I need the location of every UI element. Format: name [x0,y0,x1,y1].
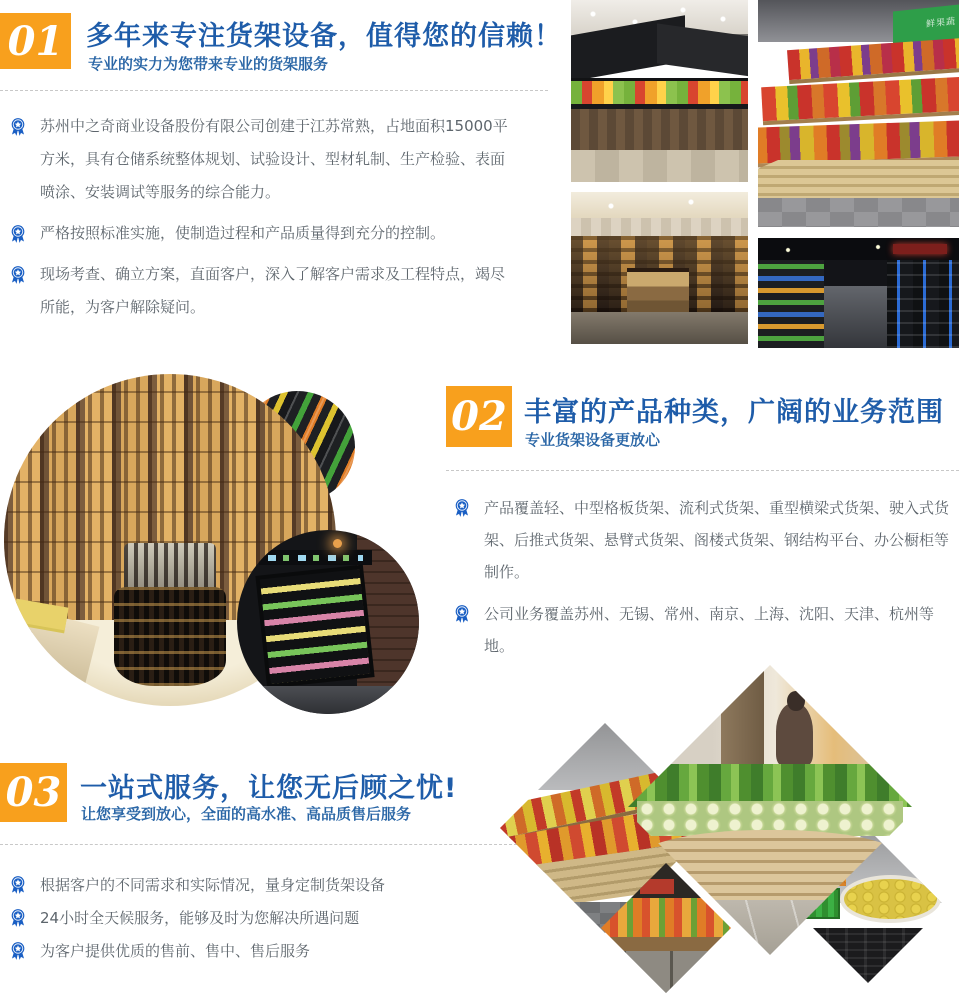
bullet-text: 产品覆盖轻、中型格板货架、流利式货架、重型横梁式货架、驶入式货架、后推式货架、悬臂式货架、阁楼式货架、钢结构平台、办公橱柜等制作。 [484,499,950,581]
wine-island-barrel [114,587,227,687]
photo-beverage-aisle [758,238,959,348]
bullet-text: 公司业务覆盖苏州、无锡、常州、南京、上海、沈阳、天津、杭州等地。 [484,605,935,655]
list-item [8,874,478,896]
list-item [8,907,478,929]
divider-01 [0,90,548,91]
award-badge-icon [8,223,28,245]
shopper-head [787,691,804,711]
section-01-number-box [0,13,71,69]
floor [571,150,748,182]
section-03-number-box [0,763,67,822]
award-badge-icon [8,940,28,962]
wine-dispenser [124,543,217,593]
divider-03 [0,844,517,845]
photo-fruit-island-display [571,0,748,182]
list-item [8,940,478,962]
section-03-subtitle: 让您享受到放心，全面的高水准、高品质售后服务 [81,805,412,823]
bullet-text: 24小时全天候服务，能够及时为您解决所遇问题 [40,909,360,927]
section-02-number-box [446,386,512,447]
bullet-text: 现场考查、确立方案，直面客户，深入了解客户需求及工程特点，竭尽所能，为客户解除疑问。 [40,265,506,316]
wood-base [758,160,959,200]
woven-baskets [791,928,945,983]
section-02-number: 02 [451,393,507,440]
award-badge-icon [8,907,28,929]
fruit-row [571,78,748,107]
award-badge-icon [8,116,28,138]
photo-produce-wall-display [758,0,959,227]
wood-counter [571,104,748,155]
floor [237,686,419,714]
award-badge-icon [452,497,472,519]
steel-shelf-unit [255,565,374,689]
wood-edge [601,937,731,951]
bullet-text: 根据客户的不同需求和实际情况，量身定制货架设备 [40,876,386,894]
list-item [8,258,513,324]
section-01-number: 01 [7,17,64,65]
section-01-title: 多年来专注货架设备，值得您的信赖！ [86,21,562,52]
floor [571,312,748,344]
neon-sign [893,244,947,254]
shopper [776,703,814,767]
section-03-number: 03 [5,769,62,816]
award-badge-icon [8,264,28,286]
produce-tier [787,38,959,84]
photo-circle-snack-shelves [237,530,419,714]
ceiling [571,192,748,220]
section-02-subtitle: 专业货架设备更放心 [525,431,661,449]
stone-wall [571,218,748,238]
section-02-bullets [452,492,959,672]
green-sign-text: 鲜果蔬 [926,16,957,30]
wood-pillar [721,665,765,772]
award-badge-icon [452,603,472,625]
checkered-floor [758,198,959,227]
bullet-text: 为客户提供优质的售前、售中、售后服务 [40,942,311,960]
list-item [452,598,959,662]
list-item [8,110,513,209]
section-03-title: 一站式服务，让您无后顾之忧! [80,773,458,804]
section-01-bullets [8,110,513,332]
shelf-column [758,260,824,348]
section-03-bullets [8,874,478,973]
section-02-title: 丰富的产品种类，广阔的业务范围 [524,397,944,428]
aisle-floor [824,286,887,348]
bullet-text: 严格按照标准实施，使制造过程和产品质量得到充分的控制。 [40,224,446,242]
table-legs-floor [601,951,731,993]
divider-02 [446,470,959,471]
list-item [8,217,513,250]
round-apple-table [840,875,940,923]
cooler-row [887,260,959,348]
lit-header-sign [259,550,372,565]
list-item [452,492,959,588]
gondola [627,268,689,318]
wall [625,665,915,769]
award-badge-icon [8,874,28,896]
photo-wine-store [571,192,748,344]
bullet-text: 苏州中之奇商业设备股份有限公司创建于江苏常熟，占地面积15000平方米，具有仓储系统整体规划、试验设计、型材轧制、生产检验、表面喷涂、安装调试等服务的综合能力。 [40,117,508,201]
section-01-subtitle: 专业的实力为您带来专业的货架服务 [88,55,329,73]
